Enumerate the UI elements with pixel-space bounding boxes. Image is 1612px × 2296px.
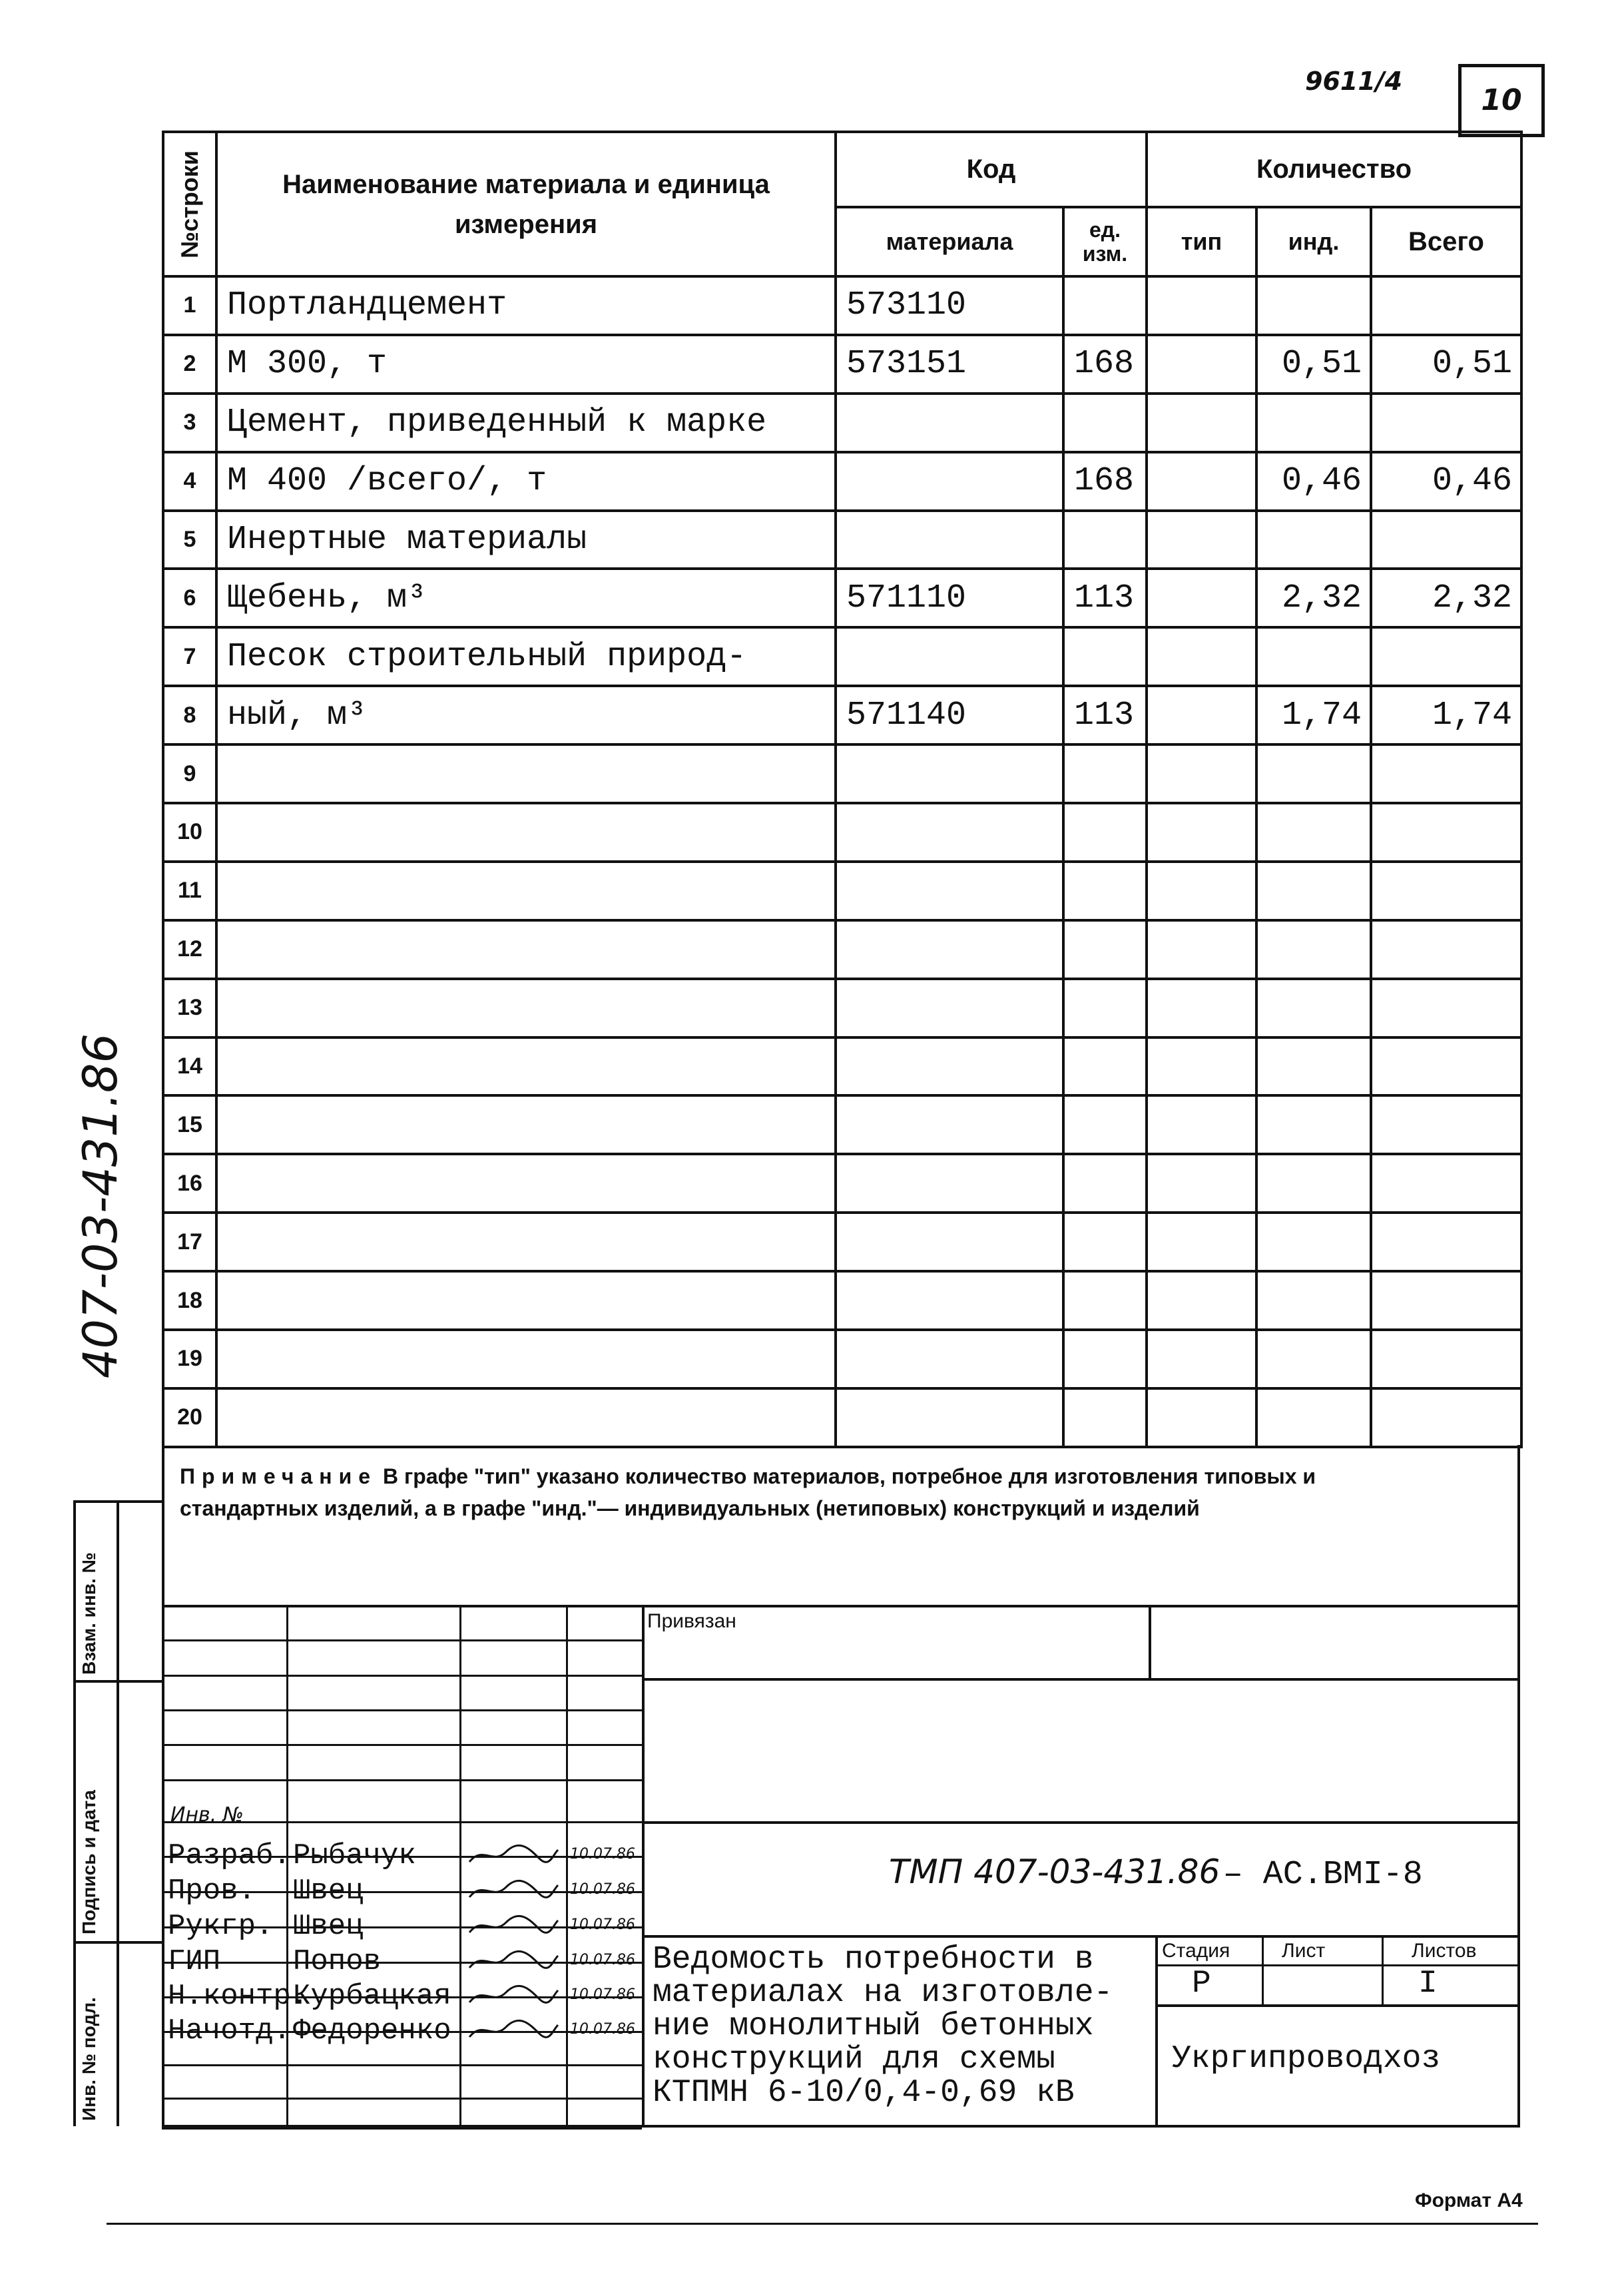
unit-code-cell (1063, 920, 1147, 979)
qty-total-cell (1371, 1095, 1521, 1154)
table-row (163, 979, 1521, 1037)
signer-name: Швец (293, 1910, 364, 1943)
material-code-cell (836, 1154, 1063, 1213)
stamp-privyazan-bottom (642, 1678, 1520, 1681)
row-number: 10 (163, 803, 216, 862)
qty-total-cell (1371, 276, 1521, 335)
title-line-3: ние монолитный бетонных (653, 2008, 1094, 2044)
table-row (163, 569, 1521, 627)
qty-total-cell (1371, 1154, 1521, 1213)
row-number: 14 (163, 1037, 216, 1096)
table-row (163, 1095, 1521, 1154)
row-number: 2 (163, 335, 216, 394)
qty-type-cell (1147, 627, 1256, 686)
sig-grid-col-0 (162, 1605, 164, 2128)
stamp-right-border (1517, 1445, 1520, 2128)
unit-code-cell (1063, 1154, 1147, 1213)
page-number-box (1458, 64, 1545, 137)
row-number: 20 (163, 1388, 216, 1447)
qty-total-cell: 0,51 (1371, 335, 1521, 394)
qty-ind-cell (1256, 1213, 1371, 1271)
qty-total-cell (1371, 862, 1521, 920)
sig-grid-row-4 (162, 1744, 642, 1746)
materials-table-body (163, 276, 1521, 1447)
qty-total-cell (1371, 394, 1521, 452)
qty-ind-cell (1256, 1037, 1371, 1096)
table-row (163, 1213, 1521, 1271)
note-text: В графе "тип" указано количество материалов, потребное для изготовления типовых и стандартных изделий, а в графе "инд."— индивидуальных (нетиповых) конструкций и изделий (180, 1464, 1316, 1520)
material-name-cell (216, 803, 836, 862)
qty-type-cell (1147, 686, 1256, 744)
material-code-cell (836, 394, 1063, 452)
material-name-cell (216, 862, 836, 920)
unit-code-cell: 113 (1063, 686, 1147, 744)
materials-table (162, 131, 1523, 1448)
signer-name: Швец (293, 1874, 364, 1908)
qty-total-cell (1371, 1330, 1521, 1388)
unit-code-cell (1063, 627, 1147, 686)
header-qty-ind: инд. (1256, 207, 1371, 276)
header-qty-total: Всего (1371, 207, 1521, 276)
sig-grid-col-2 (459, 1605, 461, 2128)
material-name-cell: ный, м³ (216, 686, 836, 744)
qty-ind-cell: 0,46 (1256, 452, 1371, 511)
material-name-cell (216, 1388, 836, 1447)
signer-name: Федоренко (293, 2014, 451, 2048)
table-row (163, 1330, 1521, 1388)
bottom-rule (107, 2223, 1538, 2225)
qty-total-cell: 0,46 (1371, 452, 1521, 511)
signer-date: 10.07.86 (570, 1881, 635, 1898)
privyazan-label: Привязан (647, 1610, 736, 1632)
qty-type-cell (1147, 569, 1256, 627)
material-name-cell (216, 920, 836, 979)
qty-type-cell (1147, 1271, 1256, 1330)
table-row (163, 452, 1521, 511)
qty-type-cell (1147, 452, 1256, 511)
table-row (163, 394, 1521, 452)
qty-ind-cell (1256, 1095, 1371, 1154)
sig-grid-row-3 (162, 1709, 642, 1711)
signer-role: Н.контр. (168, 1980, 309, 2013)
table-row (163, 686, 1521, 744)
unit-code-cell (1063, 744, 1147, 803)
qty-ind-cell: 0,51 (1256, 335, 1371, 394)
side-label-sign-date: Подпись и дата (79, 1790, 99, 1934)
header-code: Код (836, 132, 1147, 207)
qty-ind-cell (1256, 627, 1371, 686)
qty-type-cell (1147, 1213, 1256, 1271)
qty-ind-cell: 1,74 (1256, 686, 1371, 744)
stage-value: Р (1192, 1966, 1211, 2002)
unit-code-cell (1063, 1330, 1147, 1388)
stamp-stage-div-1 (1262, 1935, 1264, 2007)
row-number: 5 (163, 511, 216, 569)
material-code-cell: 573110 (836, 276, 1063, 335)
stamp-stage-div-2 (1382, 1935, 1384, 2007)
material-name-cell: Песок строительный природ- (216, 627, 836, 686)
header-row-number: №строки (163, 132, 216, 276)
document-code (889, 1853, 1423, 1894)
sig-grid-col-3 (566, 1605, 568, 2128)
qty-type-cell (1147, 1388, 1256, 1447)
row-number: 9 (163, 744, 216, 803)
document-code-hand: ТМП 407-03-431.86 (889, 1853, 1220, 1891)
signer-name: Рыбачук (293, 1839, 416, 1872)
header-qty-type: тип (1147, 207, 1256, 276)
row-number: 11 (163, 862, 216, 920)
qty-ind-cell (1256, 920, 1371, 979)
unit-code-cell: 168 (1063, 335, 1147, 394)
side-label-replace-inv: Взам. инв. № (79, 1552, 99, 1675)
handwritten-signature (466, 1948, 559, 1974)
material-name-cell: М 300, т (216, 335, 836, 394)
left-strip-inner-line (117, 1500, 119, 2126)
qty-total-cell: 1,74 (1371, 686, 1521, 744)
material-code-cell (836, 1330, 1063, 1388)
table-row (163, 335, 1521, 394)
row-number: 3 (163, 394, 216, 452)
material-code-cell (836, 803, 1063, 862)
qty-type-cell (1147, 920, 1256, 979)
signer-role: Рукгр. (168, 1910, 274, 1943)
stamp-code-top (642, 1821, 1520, 1824)
title-line-4: конструкций для схемы (653, 2042, 1055, 2078)
qty-ind-cell (1256, 394, 1371, 452)
qty-type-cell (1147, 862, 1256, 920)
material-code-cell (836, 1213, 1063, 1271)
qty-ind-cell (1256, 1271, 1371, 1330)
table-row (163, 276, 1521, 335)
material-code-cell: 573151 (836, 335, 1063, 394)
material-name-cell (216, 979, 836, 1037)
table-row (163, 1154, 1521, 1213)
note (180, 1460, 1445, 1524)
qty-type-cell (1147, 803, 1256, 862)
stamp-title-top (642, 1935, 1520, 1938)
stamp-mid-vertical (642, 1605, 645, 2128)
row-number: 4 (163, 452, 216, 511)
signer-date: 10.07.86 (570, 2021, 635, 2038)
material-code-cell (836, 920, 1063, 979)
qty-type-cell (1147, 744, 1256, 803)
qty-ind-cell (1256, 979, 1371, 1037)
sig-grid-row-15 (162, 2128, 642, 2130)
table-row (163, 920, 1521, 979)
sig-grid-row-14 (162, 2098, 642, 2100)
material-name-cell: Инертные материалы (216, 511, 836, 569)
row-number: 6 (163, 569, 216, 627)
material-name-cell (216, 1154, 836, 1213)
signer-role: Разраб. (168, 1839, 291, 1872)
qty-ind-cell: 2,32 (1256, 569, 1371, 627)
material-name-cell: Портландцемент (216, 276, 836, 335)
side-document-code: 407-03-431.86 (73, 1033, 128, 1378)
handwritten-signature (466, 1877, 559, 1904)
side-label-inv-no: Инв. № подл. (79, 1997, 99, 2121)
material-name-cell: М 400 /всего/, т (216, 452, 836, 511)
qty-ind-cell (1256, 511, 1371, 569)
header-code-unit: ед. изм. (1063, 207, 1147, 276)
table-row (163, 862, 1521, 920)
left-strip-div-2 (73, 1941, 162, 1944)
sig-grid-row-5 (162, 1779, 642, 1781)
qty-total-cell (1371, 979, 1521, 1037)
qty-ind-cell (1256, 803, 1371, 862)
row-number: 15 (163, 1095, 216, 1154)
qty-total-cell (1371, 803, 1521, 862)
qty-total-cell (1371, 744, 1521, 803)
row-number: 12 (163, 920, 216, 979)
sheets-value: I (1418, 1966, 1438, 2002)
material-name-cell (216, 744, 836, 803)
qty-total-cell (1371, 511, 1521, 569)
qty-type-cell (1147, 394, 1256, 452)
row-number: 1 (163, 276, 216, 335)
qty-ind-cell (1256, 1388, 1371, 1447)
left-strip-div-1 (73, 1680, 162, 1683)
signer-date: 10.07.86 (570, 1846, 635, 1863)
handwritten-signature (466, 1912, 559, 1939)
inv-label: Инв. № (170, 1803, 244, 1827)
qty-ind-cell (1256, 862, 1371, 920)
sig-grid-row-0 (162, 1605, 642, 1607)
organization: Укргипроводхоз (1172, 2041, 1441, 2077)
qty-total-cell (1371, 1271, 1521, 1330)
handwritten-signature (466, 1982, 559, 2009)
table-row (163, 803, 1521, 862)
qty-type-cell (1147, 1154, 1256, 1213)
qty-total-cell: 2,32 (1371, 569, 1521, 627)
stamp-stage-value-line (1155, 2004, 1520, 2007)
header-code-material: материала (836, 207, 1063, 276)
material-name-cell (216, 1095, 836, 1154)
signer-role: ГИП (168, 1945, 221, 1978)
format-label: Формат А4 (1415, 2189, 1523, 2211)
table-row (163, 744, 1521, 803)
signer-date: 10.07.86 (570, 1916, 635, 1933)
unit-code-cell: 168 (1063, 452, 1147, 511)
material-code-cell: 571140 (836, 686, 1063, 744)
material-code-cell (836, 452, 1063, 511)
material-name-cell (216, 1271, 836, 1330)
left-strip-top (73, 1500, 162, 1503)
material-code-cell (836, 1271, 1063, 1330)
signer-name: Курбацкая (293, 1980, 451, 2013)
row-number: 19 (163, 1330, 216, 1388)
note-lead: Примечание (180, 1464, 378, 1488)
material-name-cell (216, 1037, 836, 1096)
qty-type-cell (1147, 1330, 1256, 1388)
sheet-label: Лист (1282, 1940, 1326, 1962)
header-quantity: Количество (1147, 132, 1521, 207)
title-line-2: материалах на изготовле- (653, 1975, 1113, 2011)
unit-code-cell (1063, 979, 1147, 1037)
unit-code-cell (1063, 862, 1147, 920)
document-title (653, 1943, 1113, 2110)
document-code-print: – АС.ВМI-8 (1222, 1856, 1423, 1894)
qty-ind-cell (1256, 1154, 1371, 1213)
qty-total-cell (1371, 920, 1521, 979)
table-row (163, 1037, 1521, 1096)
qty-type-cell (1147, 1037, 1256, 1096)
qty-total-cell (1371, 627, 1521, 686)
material-code-cell (836, 1388, 1063, 1447)
row-number: 18 (163, 1271, 216, 1330)
sig-grid-row-2 (162, 1675, 642, 1677)
stamp-privyazan-divider (1149, 1605, 1151, 1678)
stage-label: Стадия (1162, 1940, 1230, 1962)
material-code-cell (836, 1095, 1063, 1154)
material-code-cell (836, 862, 1063, 920)
qty-total-cell (1371, 1388, 1521, 1447)
sig-grid-row-1 (162, 1639, 642, 1641)
qty-total-cell (1371, 1213, 1521, 1271)
unit-code-cell (1063, 1095, 1147, 1154)
sheets-label: Листов (1412, 1940, 1477, 1962)
material-name-cell: Цемент, приведенный к марке (216, 394, 836, 452)
signer-role: Пров. (168, 1874, 256, 1908)
handwritten-signature (466, 2017, 559, 2044)
unit-code-cell (1063, 394, 1147, 452)
row-number: 13 (163, 979, 216, 1037)
material-name-cell (216, 1330, 836, 1388)
unit-code-cell (1063, 1388, 1147, 1447)
table-row (163, 1388, 1521, 1447)
unit-code-cell (1063, 1213, 1147, 1271)
qty-type-cell (1147, 511, 1256, 569)
material-code-cell (836, 744, 1063, 803)
row-number: 8 (163, 686, 216, 744)
material-code-cell (836, 511, 1063, 569)
qty-ind-cell (1256, 1330, 1371, 1388)
unit-code-cell (1063, 1037, 1147, 1096)
material-code-cell: 571110 (836, 569, 1063, 627)
unit-code-cell: 113 (1063, 569, 1147, 627)
material-code-cell (836, 627, 1063, 686)
table-row (163, 1271, 1521, 1330)
qty-ind-cell (1256, 744, 1371, 803)
header-material-name: Наименование материала и единица измерения (216, 132, 836, 276)
row-number: 16 (163, 1154, 216, 1213)
title-line-1: Ведомость потребности в (653, 1942, 1094, 1978)
qty-type-cell (1147, 276, 1256, 335)
signer-name: Попов (293, 1945, 382, 1978)
handwritten-signature (466, 1842, 559, 1868)
inventory-number: 9611/4 (1305, 67, 1403, 96)
table-row (163, 627, 1521, 686)
unit-code-cell (1063, 1271, 1147, 1330)
table-row (163, 511, 1521, 569)
material-name-cell (216, 1213, 836, 1271)
unit-code-cell (1063, 511, 1147, 569)
qty-type-cell (1147, 1095, 1256, 1154)
signer-date: 10.07.86 (570, 1952, 635, 1968)
qty-ind-cell (1256, 276, 1371, 335)
qty-type-cell (1147, 979, 1256, 1037)
unit-code-cell (1063, 276, 1147, 335)
row-number: 17 (163, 1213, 216, 1271)
unit-code-cell (1063, 803, 1147, 862)
material-code-cell (836, 1037, 1063, 1096)
signer-role: Начотд. (168, 2014, 291, 2048)
left-strip-outer-line (73, 1500, 76, 2126)
qty-type-cell (1147, 335, 1256, 394)
qty-total-cell (1371, 1037, 1521, 1096)
row-number: 7 (163, 627, 216, 686)
sig-grid-row-13 (162, 2064, 642, 2066)
page-number: 10 (1481, 83, 1522, 117)
title-line-5: КТПМН 6-10/0,4-0,69 кВ (653, 2075, 1075, 2111)
material-code-cell (836, 979, 1063, 1037)
signer-date: 10.07.86 (570, 1986, 635, 2003)
material-name-cell: Щебень, м³ (216, 569, 836, 627)
